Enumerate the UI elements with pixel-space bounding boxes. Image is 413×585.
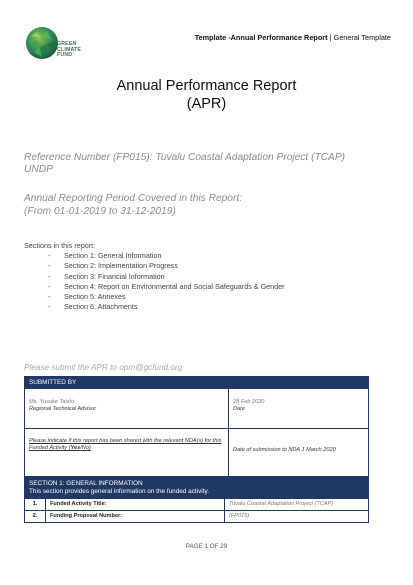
- globe-logo-icon: [25, 26, 59, 60]
- section1-header: [25, 477, 369, 499]
- page-title: Annual Performance Report: [116, 78, 297, 94]
- table-header-row: [25, 477, 369, 499]
- section-item: - Section 1: General Information: [48, 251, 162, 260]
- header-separator: |: [329, 33, 332, 42]
- submission-date-cell: [229, 389, 369, 429]
- table-row: [25, 429, 369, 477]
- submitter-role: Regional Technical Advisor: [29, 406, 97, 412]
- nda-shared-question: Please indicate if this report has been shared with the relevant NDA(s) for this Funded Activity (Yes/No): [25, 429, 229, 477]
- page-number: PAGE 1 OF 29: [185, 543, 228, 550]
- submitted-by-header: SUBMITTED BY: [25, 377, 369, 389]
- row-label: Funded Activity Title:: [46, 499, 225, 511]
- submission-date: 28 Feb 2020: [233, 399, 265, 405]
- table-row: [25, 511, 369, 523]
- page-title-abbrev: (APR): [186, 96, 227, 112]
- row-value: Tuvalu Coastal Adaptation Project (TCAP): [225, 499, 369, 511]
- sections-list: [24, 241, 285, 313]
- section-item: - Section 2: Implementation Progress: [48, 261, 178, 271]
- header-subtitle: General Template: [333, 33, 391, 42]
- submitted-by-table: [24, 376, 369, 477]
- reporting-period-label: Annual Reporting Period Covered in this Report:: [24, 193, 243, 204]
- submit-instruction: Please submit the APR to opm@gcfund.org: [24, 363, 183, 372]
- reporting-period-dates: (From 01-01-2019 to 31-12-2019): [24, 206, 176, 217]
- section-item: - Section 3: Financial Information: [48, 271, 165, 281]
- row-label: Funding Proposal Number:: [46, 511, 225, 523]
- logo-wordmark: GREEN CLIMATE FUND: [57, 41, 82, 59]
- reference-number: Reference Number (FP015): Tuvalu Coastal Adaptation Project (TCAP): [24, 152, 346, 163]
- gcf-logo: [25, 26, 115, 68]
- nda-shared-answer: Yes: [70, 445, 81, 451]
- document-header: [195, 33, 391, 42]
- table-header-row: [25, 377, 369, 389]
- submitter-name: Ms. Yusuke Taishi: [29, 399, 74, 405]
- reference-entity: UNDP: [24, 164, 53, 175]
- row-value: (FP015): [225, 511, 369, 523]
- table-row: [25, 499, 369, 511]
- section1-description: This section provides general information on the funded activity.: [29, 488, 209, 495]
- section-item: - Section 4: Report on Environmental and Social Safeguards & Gender: [48, 281, 285, 291]
- row-number: 1.: [25, 499, 46, 511]
- table-row: [25, 389, 369, 429]
- header-title: Template -Annual Performance Report: [194, 33, 328, 42]
- sections-heading: Sections in this report:: [24, 241, 96, 250]
- section1-title: SECTION 1: GENERAL INFORMATION: [29, 480, 143, 487]
- section-item: - Section 6: Attachments: [48, 302, 138, 312]
- date-label: Date: [233, 406, 245, 412]
- submitter-cell: [25, 389, 229, 429]
- row-number: 2.: [25, 511, 46, 523]
- nda-submission-date: Date of submission to NDA 1 March 2020: [229, 429, 369, 477]
- section1-table: [24, 476, 369, 523]
- section-item: - Section 5: Annexes: [48, 292, 126, 302]
